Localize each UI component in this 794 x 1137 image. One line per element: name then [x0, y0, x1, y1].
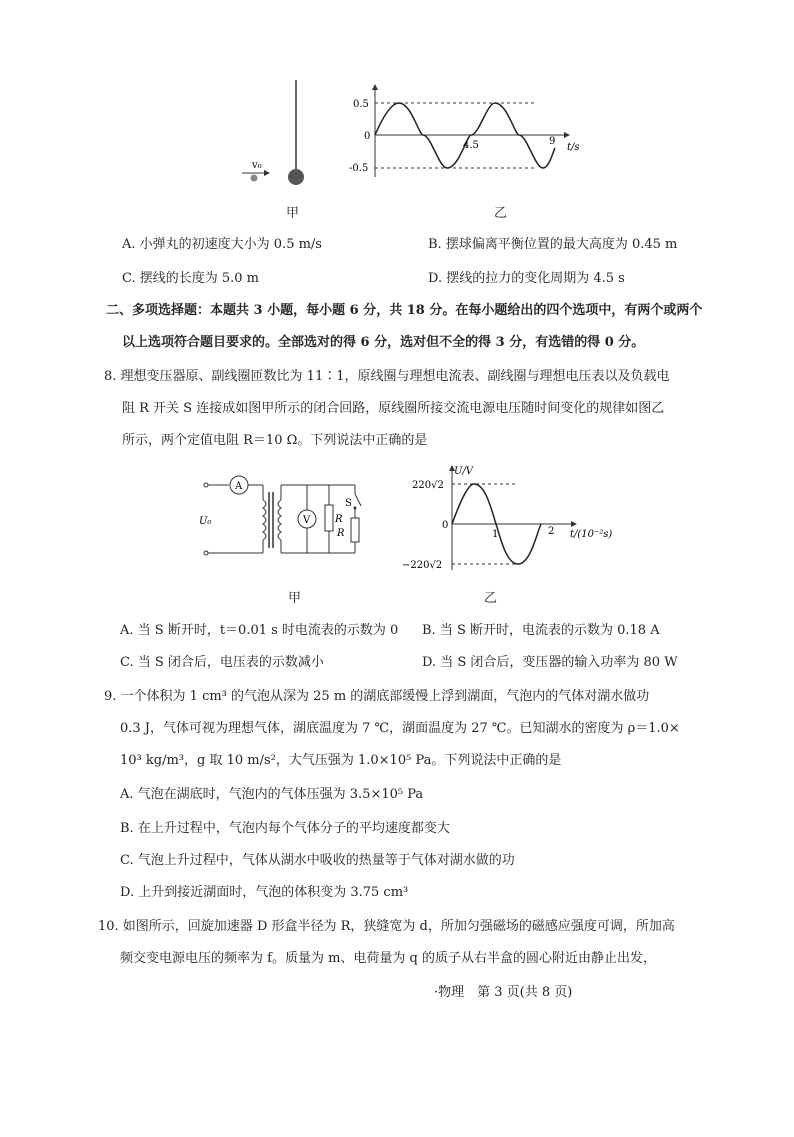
caption-fig8-left: 甲 [288, 591, 302, 606]
section2-line2: 以上选项符合题目要求的。全部选对的得 6 分，选对但不全的得 3 分，有选错的得 0 分。 [122, 335, 645, 350]
q7-option-c: C. 摆线的长度为 5.0 m [122, 271, 260, 286]
section2-line1: 二、多项选择题：本题共 3 小题，每小题 6 分，共 18 分。在每小题给出的四个选项中，有两个或两个 [106, 303, 703, 318]
primary-coil [263, 500, 266, 540]
y-axis-arrow [372, 84, 378, 90]
pendulum-ball [288, 169, 304, 185]
fig7-graph [335, 82, 590, 192]
t-axis-label: t/(10⁻²s) [570, 529, 613, 540]
page-footer: ·物理 第 3 页(共 8 页) [434, 985, 573, 1000]
velocity-arrowhead [264, 170, 270, 176]
x-tick-end: 9 [549, 136, 556, 147]
voltmeter-label: V [303, 515, 311, 526]
u-axis-label: U/V [454, 466, 474, 477]
x-axis-label: t/s [567, 142, 580, 153]
q10-line2: 频交变电源电压的频率为 f。质量为 m、电荷量为 q 的质子从右半盒的圆心附近由静止出发， [120, 951, 656, 966]
y-tick-top: 0.5 [353, 99, 369, 110]
switch-label: S [345, 498, 352, 509]
q9-option-a: A. 气泡在湖底时，气泡内的气体压强为 3.5×10⁵ Pa [120, 787, 424, 802]
x-axis-arrow [564, 132, 570, 138]
pendulum-figure [230, 78, 320, 198]
q9-option-d: D. 上升到接近湖面时，气泡的体积变为 3.75 cm³ [120, 885, 409, 900]
q8-line3: 所示，两个定值电阻 R＝10 Ω。下列说法中正确的是 [122, 433, 428, 448]
y-tick-bottom: -0.5 [349, 163, 369, 174]
caption-fig7-right: 乙 [494, 206, 508, 221]
t-axis-arrow [571, 521, 577, 527]
q9-option-b: B. 在上升过程中，气泡内每个气体分子的平均速度都变大 [120, 821, 450, 836]
source-label: U₀ [199, 516, 212, 527]
x-tick-mid: 4.5 [463, 140, 479, 151]
q8-option-b: B. 当 S 断开时，电流表的示数为 0.18 A [422, 623, 660, 638]
u-tick-bottom: −220√2 [402, 560, 443, 571]
u-tick-top: 220√2 [412, 480, 444, 491]
resistor-1 [325, 505, 333, 531]
q8-option-c: C. 当 S 闭合后，电压表的示数减小 [120, 655, 324, 670]
q7-option-b: B. 摆球偏离平衡位置的最大高度为 0.45 m [428, 237, 678, 252]
u-tick-zero: 0 [442, 520, 449, 531]
y-tick-zero: 0 [364, 131, 371, 142]
terminal-top [204, 483, 208, 487]
q7-option-d: D. 摆线的拉力的变化周期为 4.5 s [428, 271, 625, 286]
q7-option-a: A. 小弹丸的初速度大小为 0.5 m/s [122, 237, 322, 252]
q8-option-a: A. 当 S 断开时，t＝0.01 s 时电流表的示数为 0 [120, 623, 399, 638]
secondary-coil [278, 500, 281, 540]
ammeter-label: A [235, 481, 243, 492]
projectile-ball [251, 175, 258, 182]
voltage-graph [398, 462, 628, 577]
q9-line1: 9. 一个体积为 1 cm³ 的气泡从深为 25 m 的湖底部缓慢上浮到湖面，气泡内的气体对湖水做功 [104, 689, 650, 704]
q8-option-d: D. 当 S 闭合后，变压器的输入功率为 80 W [422, 655, 678, 670]
q8-line1: 8. 理想变压器原、副线圈匝数比为 11∶1，原线圈与理想电流表、副线圈与理想电压表以及负载电 [104, 369, 670, 384]
resistor-2 [351, 518, 359, 542]
resistor-2-label: R [337, 528, 345, 539]
switch [355, 494, 361, 506]
v0-label: v₀ [252, 160, 262, 171]
caption-fig8-right: 乙 [484, 591, 498, 606]
q9-line2: 0.3 J，气体可视为理想气体，湖底温度为 7 ℃，湖面温度为 27 ℃。已知湖水的密度为 ρ＝1.0× [120, 721, 680, 736]
q10-line1: 10. 如图所示，回旋加速器 D 形盒半径为 R，狭缝宽为 d，所加匀强磁场的磁感应强度可调，所加高 [98, 919, 675, 934]
transformer-circuit [195, 470, 380, 570]
t-tick-1: 1 [492, 529, 499, 540]
t-tick-2: 2 [548, 526, 555, 537]
q9-option-c: C. 气泡上升过程中，气体从湖水中吸收的热量等于气体对湖水做的功 [120, 853, 515, 868]
terminal-bottom [204, 551, 208, 555]
resistor-1-label: R [335, 514, 343, 525]
q9-line3: 10³ kg/m³，g 取 10 m/s²，大气压强为 1.0×10⁵ Pa。下列说法中正确的是 [120, 753, 562, 768]
caption-fig7-left: 甲 [286, 206, 300, 221]
q8-line2: 阻 R 开关 S 连接成如图甲所示的闭合回路，原线圈所接交流电源电压随时间变化的规律如图乙 [122, 401, 665, 416]
